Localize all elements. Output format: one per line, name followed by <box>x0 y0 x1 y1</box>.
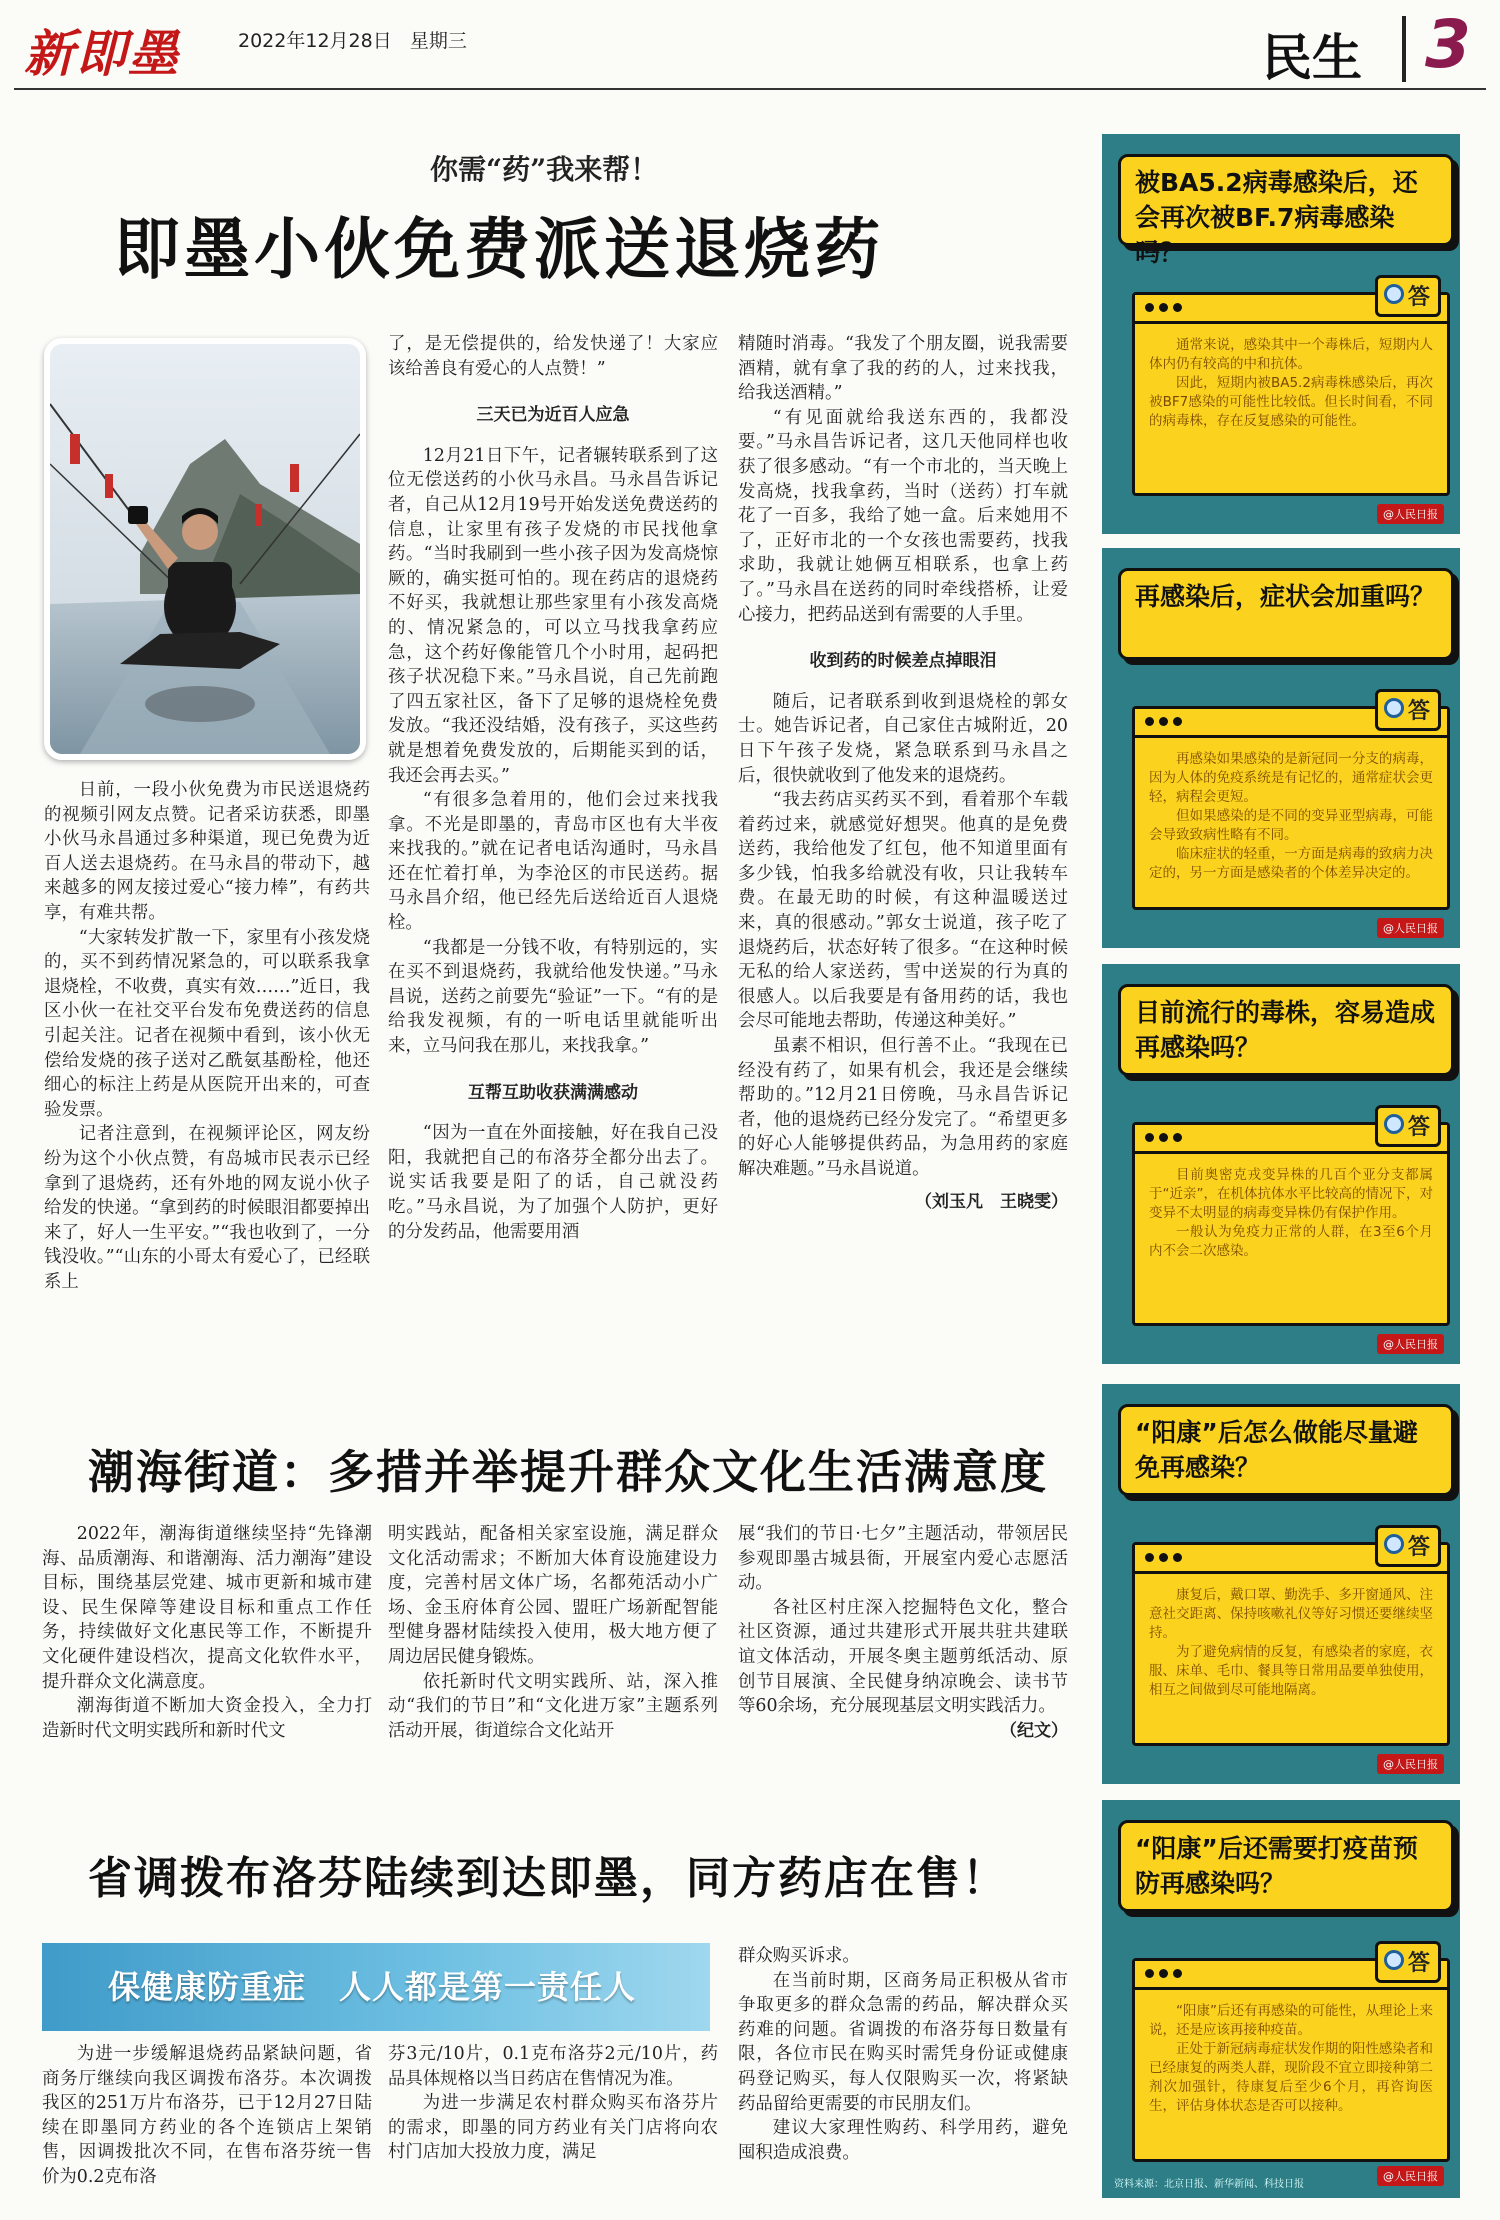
answer-paragraph: 目前奥密克戎变异株的几百个亚分支都属于“近亲”，在机体抗体水平比较高的情况下，对变异不太明显的病毒变异株仍有保护作用。 <box>1149 1167 1433 1221</box>
answer-box <box>1132 1115 1450 1326</box>
answer-paragraph: 再感染如果感染的是新冠同一分支的病毒，因为人体的免疫系统是有记忆的，通常症状会更轻，病程会更短。 <box>1149 751 1433 805</box>
answer-paragraph: 但如果感染的是不同的变异亚型病毒，可能会导致致病性略有不同。 <box>1149 808 1433 843</box>
young-man-on-glass-bridge-photo <box>50 344 360 754</box>
window-bar <box>1135 1951 1447 1990</box>
paragraph: “有见面就给我送东西的，我都没要。”马永昌告诉记者，这几天他同样也收获了很多感动。“有一个市北的，当天晚上发高烧，找我拿药，当时（送药）打车就花了一百多，我给了她一盒。后来她用不了，正好市北的一个女孩也需要药，找我求助，我就让她俩互相联系，也拿上药了。”马永昌在送药的同时牵线搭桥，让爱心接力，把药品送到有需要的人手里。 <box>738 407 1068 625</box>
byline: （纪文） <box>1000 1720 1068 1741</box>
answer-label: 答 <box>1407 1951 1430 1976</box>
paragraph: 展“我们的节日·七夕”主题活动，带领居民参观即墨古城县衙，开展室内爱心志愿活动。 <box>738 1524 1068 1594</box>
source-badge: @人民日报 <box>1377 2166 1444 2186</box>
paragraph: “我去药店买药买不到，看着那个车载着药过来，就感觉好想哭。他真的是免费送药，我给他发了红包，他不知道里面有多少钱，怕我多给就没有收，只让我转车费。在最无助的时候，有这种温暖送过来，真的很感动。”郭女士说道，孩子吃了退烧药后，状态好转了很多。“在这种时候无私的给人家送药，雪中送炭的行为真的很感人。以后我要是有备用药的话，我也会尽可能地去帮助，传递这种美好。” <box>738 790 1068 1032</box>
answer-paragraph: 正处于新冠病毒症状发作期的阳性感染者和已经康复的两类人群，现阶段不宜立即接种第二剂次加强针，待康复后至少6个月，再咨询医生，评估身体状态是否可以接种。 <box>1149 2041 1433 2114</box>
question-box <box>1118 568 1454 660</box>
answer-tag <box>1375 1525 1441 1567</box>
article2-column-1 <box>42 1522 372 1743</box>
answer-text <box>1135 1574 1447 1710</box>
paragraph: “有很多急着用的，他们会过来找我拿。不光是即墨的，青岛市区也有大半夜来找我的。”就在记者电话沟通时，马永昌还在忙着打单，为李沧区的市民送药。据马永昌介绍，他已经先后送给近百人退烧栓。 <box>388 790 718 934</box>
article1-headline: 即墨小伙免费派送退烧药 <box>114 211 884 288</box>
question-box <box>1118 1404 1454 1496</box>
paragraph: “我都是一分钱不收，有特别远的，实在买不到退烧药，我就给他发快递。”马永昌说，送药之前要先“验证”一下。“有的是给我发视频，有的一听电话里就能听出来，立马问我在那儿，来找我拿。” <box>388 937 718 1057</box>
window-bar <box>1135 285 1447 324</box>
paragraph: 为进一步满足农村群众购买布洛芬片的需求，即墨的同方药业有关门店将向农村门店加大投放力度，满足 <box>388 2093 718 2163</box>
subheading: 三天已为近百人应急 <box>476 405 630 426</box>
article1-kicker: 你需“药”我来帮！ <box>430 153 659 186</box>
window-bar <box>1135 1535 1447 1574</box>
window-bar <box>1135 699 1447 738</box>
magnifier-icon <box>1384 698 1404 718</box>
source-badge: @人民日报 <box>1377 1334 1444 1354</box>
answer-tag <box>1375 1105 1441 1147</box>
magnifier-icon <box>1384 1950 1404 1970</box>
paragraph: 依托新时代文明实践所、站，深入推动“我们的节日”和“文化进万家”主题系列活动开展，街道综合文化站开 <box>388 1671 718 1741</box>
answer-box <box>1132 285 1450 496</box>
issue-date: 2022年12月28日 <box>238 30 392 52</box>
answer-text <box>1135 324 1447 441</box>
paragraph: 建议大家理性购药、科学用药，避免囤积造成浪费。 <box>738 2118 1068 2163</box>
masthead-rule <box>14 88 1486 90</box>
section-title: 民生 <box>1262 29 1362 87</box>
answer-label: 答 <box>1407 1535 1430 1560</box>
paragraph: 在当前时期，区商务局正积极从省市争取更多的群众急需的药品，解决群众买药难的问题。省调拨的布洛芬每日数量有限，各位市民在购买时需凭身份证或健康码登记购买，每人仅限购买一次，将紧缺药品留给更需要的市民朋友们。 <box>738 1970 1068 2114</box>
paragraph: 为进一步缓解退烧药品紧缺问题，省商务厅继续向我区调拨布洛芬。本次调拨我区的251万片布洛芬，已于12月27日陆续在即墨同方药业的各个连锁店上架销售，因调拨批次不同，在售布洛芬统一售价为0.2克布洛 <box>42 2044 372 2187</box>
answer-tag <box>1375 689 1441 731</box>
question-box <box>1118 984 1454 1076</box>
question-box <box>1118 1820 1454 1912</box>
window-bar <box>1135 1115 1447 1154</box>
article2-headline: 潮海街道：多措并举提升群众文化生活满意度 <box>88 1445 1048 1499</box>
paragraph: 各社区村庄深入挖掘特色文化，整合社区资源，通过共建形式开展共驻共建联谊文体活动，开展冬奥主题剪纸活动、原创节目展演、全民健身纳凉晚会、读书节等60余场，充分展现基层文明实践活力。 <box>738 1597 1068 1717</box>
answer-label: 答 <box>1407 699 1430 724</box>
paragraph: 虽素不相识，但行善不止。“我现在已经没有药了，如果有机会，我还是会继续帮助的。”12月21日傍晚，马永昌告诉记者，他的退烧药已经分发完了。“希望更多的好心人能够提供药品，为急用药的家庭解决难题。”马永昌说道。 <box>738 1036 1068 1179</box>
source-badge: @人民日报 <box>1377 1754 1444 1774</box>
byline: （刘玉凡 王晓雯） <box>915 1191 1068 1212</box>
article2-column-2 <box>388 1522 718 1743</box>
answer-paragraph: 因此，短期内被BA5.2病毒株感染后，再次被BF7感染的可能性比较低。但长时间看，不同的病毒株，存在反复感染的可能性。 <box>1149 375 1433 429</box>
paragraph: 潮海街道不断加大资金投入，全力打造新时代文明实践所和新时代文 <box>42 1696 372 1741</box>
paragraph: 了，是无偿提供的，给发快递了！大家应该给善良有爱心的人点赞！” <box>388 334 718 379</box>
article3-column-1 <box>42 2042 372 2190</box>
newspaper-logo: 新即墨 <box>24 24 180 83</box>
article3-headline: 省调拨布洛芬陆续到达即墨，同方药店在售！ <box>88 1853 1008 1904</box>
qa-card-1 <box>1102 134 1460 534</box>
article1-column-1 <box>44 778 370 1294</box>
question-box <box>1118 154 1454 267</box>
masthead-divider <box>1402 16 1406 82</box>
magnifier-icon <box>1384 284 1404 304</box>
answer-text <box>1135 1154 1447 1271</box>
answer-paragraph: 为了避免病情的反复，有感染者的家庭，衣服、床单、毛巾、餐具等日常用品要单独使用，相互之间做到尽可能地隔离。 <box>1149 1644 1433 1698</box>
answer-box <box>1132 699 1450 910</box>
article2-column-3 <box>738 1522 1068 1743</box>
answer-tag <box>1375 1941 1441 1983</box>
answer-label: 答 <box>1407 1115 1430 1140</box>
paragraph: 精随时消毒。“我发了个朋友圈，说我需要酒精，就有拿了我的药的人，过来找我，给我送酒精。” <box>738 334 1068 404</box>
paragraph: 群众购买诉求。 <box>738 1946 860 1966</box>
sources-credit: 资料来源：北京日报、新华新闻、科技日报 <box>1114 2179 1304 2190</box>
qa-card-2 <box>1102 548 1460 948</box>
subheading: 互帮互助收获满满感动 <box>468 1082 638 1103</box>
paragraph: 记者注意到，在视频评论区，网友纷纷为这个小伙点赞，有岛城市民表示已经拿到了退烧药，还有外地的网友说小伙子给发的快递。“拿到药的时候眼泪都要掉出来了，好人一生平安。”“我也收到了，一分钱没收。”“山东的小哥太有爱心了，已经联系上 <box>44 1124 370 1292</box>
page-number: 3 <box>1425 6 1471 83</box>
question-text: “阳康”后还需要打疫苗预防再感染吗？ <box>1135 1834 1418 1898</box>
banner-slogan: 保健康防重症 人人都是第一责任人 <box>107 1968 636 2006</box>
dateline <box>238 26 467 53</box>
answer-text <box>1135 738 1447 893</box>
answer-label: 答 <box>1407 285 1430 310</box>
issue-weekday: 星期三 <box>409 30 467 52</box>
answer-tag <box>1375 275 1441 317</box>
article1-photo <box>44 338 366 760</box>
article3-column-3 <box>738 1944 1068 2165</box>
qa-card-4 <box>1102 1384 1460 1784</box>
source-badge: @人民日报 <box>1377 918 1444 938</box>
article1-column-3 <box>738 332 1068 1214</box>
article1-column-2 <box>388 332 718 1244</box>
paragraph: 12月21日下午，记者辗转联系到了这位无偿送药的小伙马永昌。马永昌告诉记者，自己从12月19号开始发送免费送药的信息，让家里有孩子发烧的市民找他拿药。“当时我刷到一些小孩子因为发高烧惊厥的，确实挺可怕的。现在药店的退烧药不好买，我就想让那些家里有小孩发高烧的、情况紧急的，可以立马找我拿药应急，这个药好像能管几个小时用，起码把孩子状况稳下来。”马永昌说，自己先前跑了四五家社区，备下了足够的退烧栓免费发放。“我还没结婚，没有孩子，买这些药就是想着免费发放的，后期能买到的话，我还会再去买。” <box>388 445 718 786</box>
answer-paragraph: “阳康”后还有再感染的可能性，从理论上来说，还是应该再接种疫苗。 <box>1149 2003 1433 2038</box>
question-text: 被BA5.2病毒感染后，还会再次被BF.7病毒感染吗？ <box>1135 168 1418 267</box>
answer-paragraph: 康复后，戴口罩、勤洗手、多开窗通风、注意社交距离、保持咳嗽礼仪等好习惯还要继续坚持。 <box>1149 1587 1433 1641</box>
answer-text <box>1135 1990 1447 2126</box>
paragraph: “大家转发扩散一下，家里有小孩发烧的，买不到药情况紧急的，可以联系我拿退烧栓，不收费，真实有效……”近日，我区小伙一在社交平台发布免费送药的信息引起关注。记者在视频中看到，该小伙无偿给发烧的孩子送对乙酰氨基酚栓，他还细心的标注上药是从医院开出来的，可查验发票。 <box>44 927 370 1120</box>
question-text: 再感染后，症状会加重吗？ <box>1135 582 1436 611</box>
question-text: “阳康”后怎么做能尽量避免再感染？ <box>1135 1418 1418 1482</box>
article3-column-2 <box>388 2042 718 2165</box>
paragraph: 2022年，潮海街道继续坚持“先锋潮海、品质潮海、和谐潮海、活力潮海”建设目标，围绕基层党建、城市更新和城市建设、民生保障等建设目标和重点工作任务，持续做好文化惠民等工作，不断提升文化硬件建设档次，提高文化软件水平，提升群众文化满意度。 <box>42 1524 372 1692</box>
answer-paragraph: 临床症状的轻重，一方面是病毒的致病力决定的，另一方面是感染者的个体差异决定的。 <box>1149 846 1433 881</box>
paragraph: 日前，一段小伙免费为市民送退烧药的视频引网友点赞。记者采访获悉，即墨小伙马永昌通过多种渠道，现已免费为近百人送去退烧药。在马永昌的带动下，越来越多的网友接过爱心“接力棒”，有药共享，有难共帮。 <box>44 780 370 923</box>
answer-paragraph: 通常来说，感染其中一个毒株后，短期内人体内仍有较高的中和抗体。 <box>1149 337 1433 372</box>
paragraph: “因为一直在外面接触，好在我自己没阳，我就把自己的布洛芬全都分出去了。说实话我要是阳了的话，自己就没药吃。”马永昌说，为了加强个人防护，更好的分发药品，他需要用酒 <box>388 1123 718 1242</box>
subheading: 收到药的时候差点掉眼泪 <box>809 651 997 672</box>
qa-card-3 <box>1102 964 1460 1364</box>
answer-paragraph: 一般认为免疫力正常的人群，在3至6个月内不会二次感染。 <box>1149 1224 1433 1259</box>
answer-box <box>1132 1951 1450 2162</box>
paragraph: 明实践站，配备相关家室设施，满足群众文化活动需求；不断加大体育设施建设力度，完善村居文体广场，名都苑活动小广场、金玉府体育公园、盟旺广场新配智能型健身器材陆续投入使用，极大地方便了周边居民健身锻炼。 <box>388 1524 718 1667</box>
paragraph: 随后，记者联系到收到退烧栓的郭女士。她告诉记者，自己家住古城附近，20日下午孩子发烧，紧急联系到马永昌之后，很快就收到了他发来的退烧药。 <box>738 691 1068 786</box>
qa-card-5 <box>1102 1800 1460 2198</box>
magnifier-icon <box>1384 1114 1404 1134</box>
answer-box <box>1132 1535 1450 1746</box>
magnifier-icon <box>1384 1534 1404 1554</box>
source-badge: @人民日报 <box>1377 504 1444 524</box>
paragraph: 芬3元/10片，0.1克布洛芬2元/10片，药品具体规格以当日药店在售情况为准。 <box>388 2044 718 2089</box>
question-text: 目前流行的毒株，容易造成再感染吗？ <box>1135 998 1436 1062</box>
